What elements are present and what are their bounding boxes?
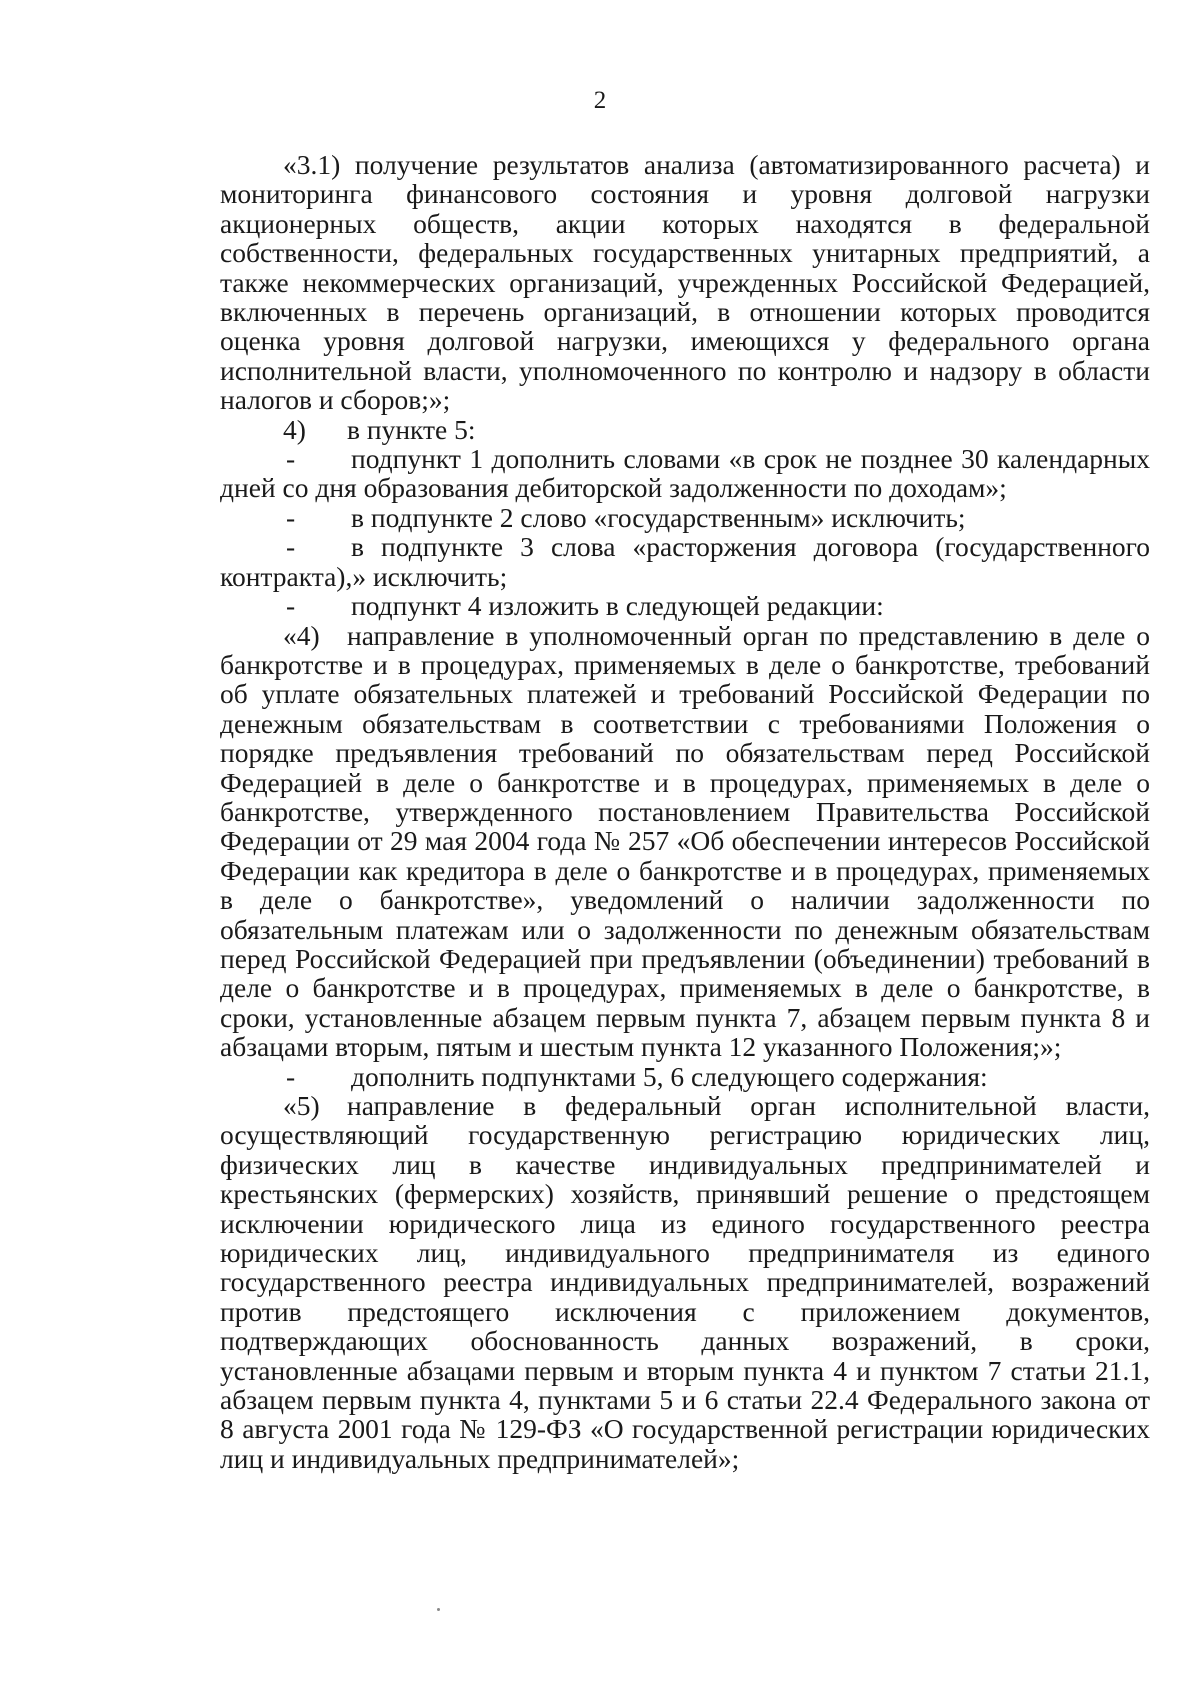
paragraph-text: подпункт 1 дополнить словами «в срок не позднее 30 календарных дней со дня образования дебиторской задолженности по доходам»; bbox=[220, 443, 1150, 504]
item-number: 4) bbox=[283, 413, 306, 445]
paragraph-text: в подпункте 3 слова «расторжения договора (государственного контракта),» исключить; bbox=[220, 531, 1150, 592]
paragraph-dash-1 bbox=[220, 444, 1150, 503]
paragraph-text: «3.1) получение результатов анализа (автоматизированного расчета) и мониторинга финансового состояния и уровня долговой нагрузки акционерных обществ, акции которых находятся в федеральной собственности, федеральных государственных унитарных предприятий, а также некоммерческих организаций, учрежденных Российской Федерацией, включенных в перечень организаций, в отношении которых проводится оценка уровня долговой нагрузки, имеющихся у федерального органа исполнительной власти, уполномоченного по контролю и надзору в области налогов и сборов;»; bbox=[220, 149, 1150, 416]
paragraph-dash-3 bbox=[220, 532, 1150, 591]
dash-marker: - bbox=[286, 590, 296, 622]
paragraph-dash-4 bbox=[220, 591, 1150, 620]
dash-marker: - bbox=[286, 443, 296, 475]
paragraph-text: дополнить подпунктами 5, 6 следующего содержания: bbox=[351, 1060, 988, 1092]
paragraph-text: направление в федеральный орган исполнительной власти, осуществляющий государственную регистрацию юридических лиц, физических лиц в качестве индивидуальных предпринимателей и крестьянских (фермерских) хозяйств, принявший решение о предстоящем исключении юридического лица из единого государственного реестра юридических лиц, индивидуального предпринимателя из единого государственного реестра индивидуальных предпринимателей, возражений против предстоящего исключения с приложением документов, подтверждающих обоснованность данных возражений, в сроки, установленные абзацами первым и вторым пункта 4 и пунктом 7 статьи 21.1, абзацем первым пункта 4, пунктами 5 и 6 статьи 22.4 Федерального закона от 8 августа 2001 года № 129-ФЗ «О государственной регистрации юридических лиц и индивидуальных предпринимателей»; bbox=[220, 1090, 1150, 1474]
paragraph-text: подпункт 4 изложить в следующей редакции: bbox=[351, 590, 884, 622]
dash-marker: - bbox=[286, 531, 296, 563]
item-number: «4) bbox=[283, 619, 320, 651]
item-number: «5) bbox=[283, 1090, 320, 1121]
paragraph-dash-5 bbox=[220, 1062, 1150, 1091]
paragraph-text: в пункте 5: bbox=[347, 413, 476, 445]
paragraph-3-1 bbox=[220, 150, 1150, 415]
paragraph-subitem-4 bbox=[220, 621, 1150, 1062]
document-body bbox=[220, 150, 1150, 1473]
paragraph-text: направление в уполномоченный орган по представлению в деле о банкротстве и в процедурах, применяемых в деле о банкротстве, требований об уплате обязательных платежей и требований Российской Федерации по денежным обязательствам в соответствии с требованиями Положения о порядке предъявления требований по обязательствам перед Российской Федерацией в деле о банкротстве и в процедурах, применяемых в деле о банкротстве, утвержденного постановлением Правительства Российской Федерации от 29 мая 2004 года № 257 «Об обеспечении интересов Российской Федерации как кредитора в деле о банкротстве и в процедурах, применяемых в деле о банкротстве», уведомлений о наличии задолженности по обязательным платежам или о задолженности по денежным обязательствам перед Российской Федерацией при предъявлении (объединении) требований в деле о банкротстве и в процедурах, применяемых в деле о банкротстве, в сроки, установленные абзацем первым пункта 7, абзацем первым пункта 8 и абзацами вторым, пятым и шестым пункта 12 указанного Положения;»; bbox=[220, 619, 1150, 1063]
dash-marker: - bbox=[286, 501, 296, 533]
paragraph-text: в подпункте 2 слово «государственным» исключить; bbox=[351, 501, 966, 533]
page-number: 2 bbox=[593, 87, 607, 114]
scan-speck bbox=[437, 1608, 440, 1611]
paragraph-item-4 bbox=[220, 415, 1150, 444]
paragraph-subitem-5 bbox=[220, 1091, 1150, 1473]
paragraph-dash-2 bbox=[220, 503, 1150, 532]
dash-marker: - bbox=[286, 1060, 296, 1092]
